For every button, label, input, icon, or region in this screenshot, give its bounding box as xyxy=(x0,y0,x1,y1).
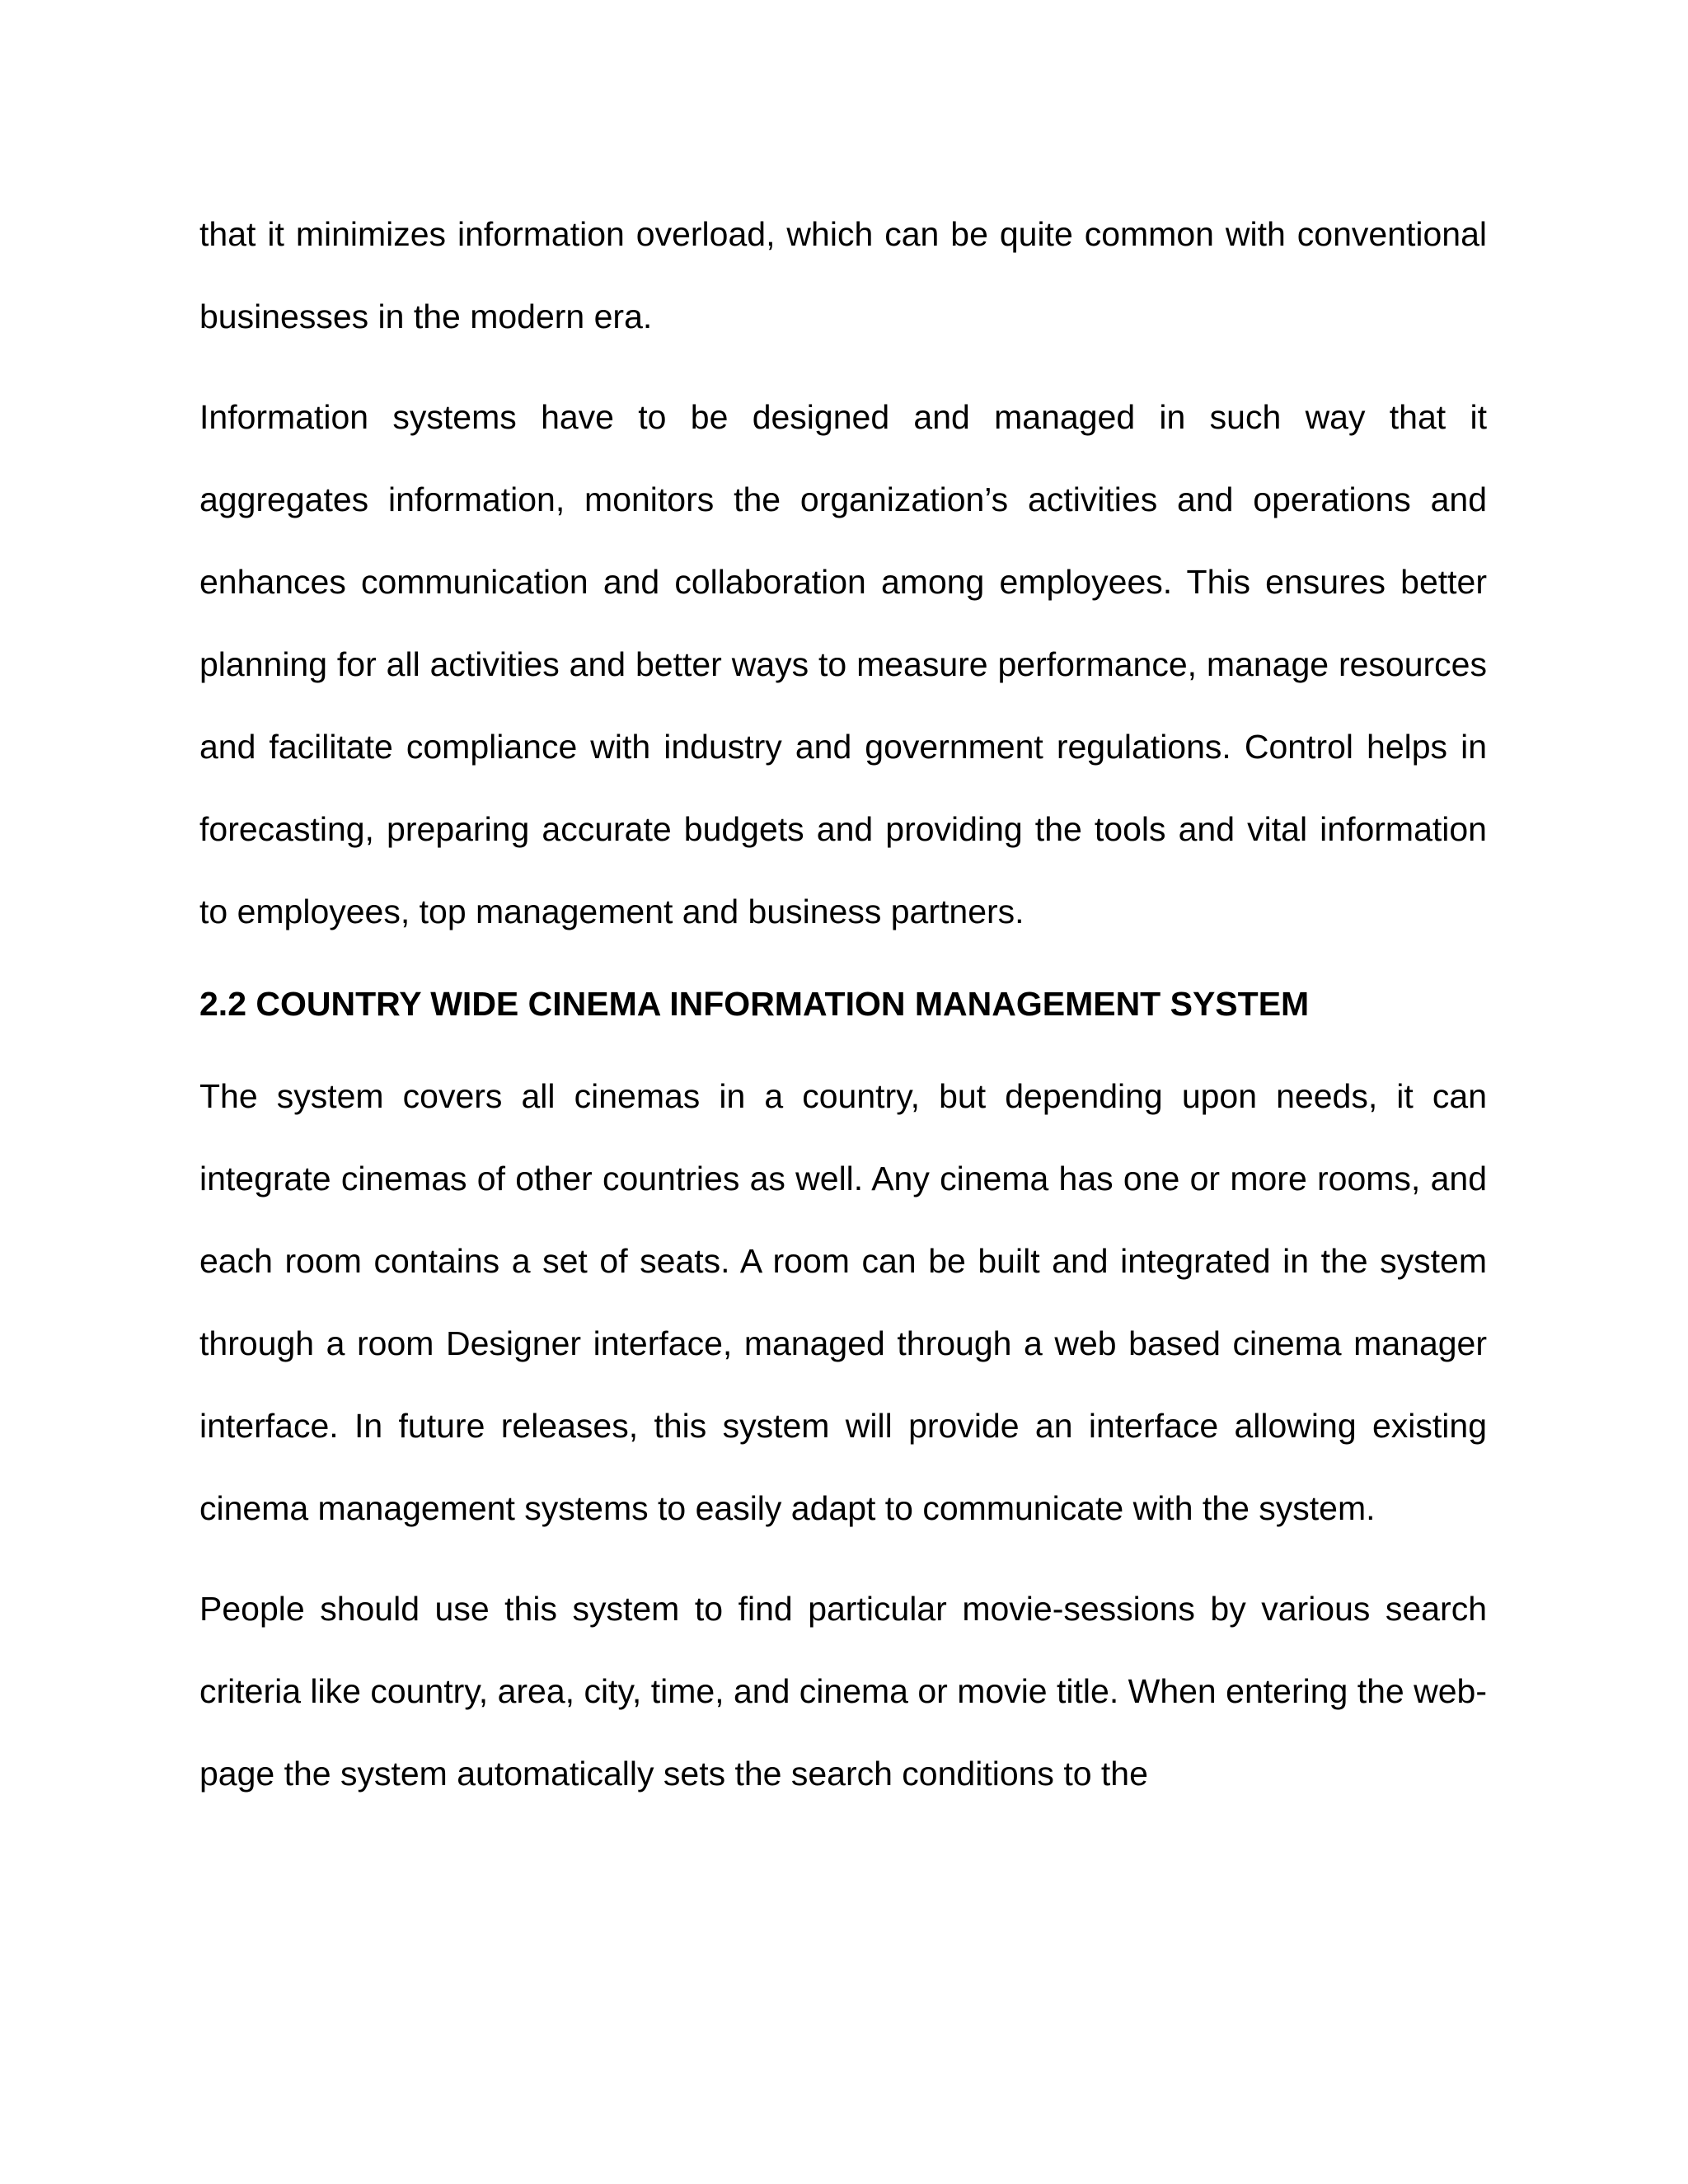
section-heading: 2.2 COUNTRY WIDE CINEMA INFORMATION MANAGEMENT SYSTEM xyxy=(199,985,1310,1023)
paragraph-system-coverage: The system covers all cinemas in a country, but depending upon needs, it can integrate cinemas of other countries as well. Any cinema has one or more rooms, and each room contains a set of seats. A room can be built and integrated in the system through a room Designer interface, managed through a web based cinema manager interface. In future releases, this system will provide an interface allowing existing cinema management systems to easily adapt to communicate with the system. xyxy=(199,1077,1487,1527)
document-page xyxy=(199,193,1487,1833)
paragraph-overload: that it minimizes information overload, which can be quite common with conventional businesses in the modern era. xyxy=(199,215,1487,335)
paragraph-information-systems: Information systems have to be designed and managed in such way that it aggregates information, monitors the organization’s activities and operations and enhances communication and collaboration among employees. This ensures better planning for all activities and better ways to measure performance, manage resources and facilitate compliance with industry and government regulations. Control helps in forecasting, preparing accurate budgets and providing the tools and vital information to employees, top management and business partners. xyxy=(199,398,1487,930)
paragraph-search-usage: People should use this system to find particular movie-sessions by various search criteria like country, area, city, time, and cinema or movie title. When entering the web-page the system automatically sets the search conditions to the xyxy=(199,1590,1487,1793)
